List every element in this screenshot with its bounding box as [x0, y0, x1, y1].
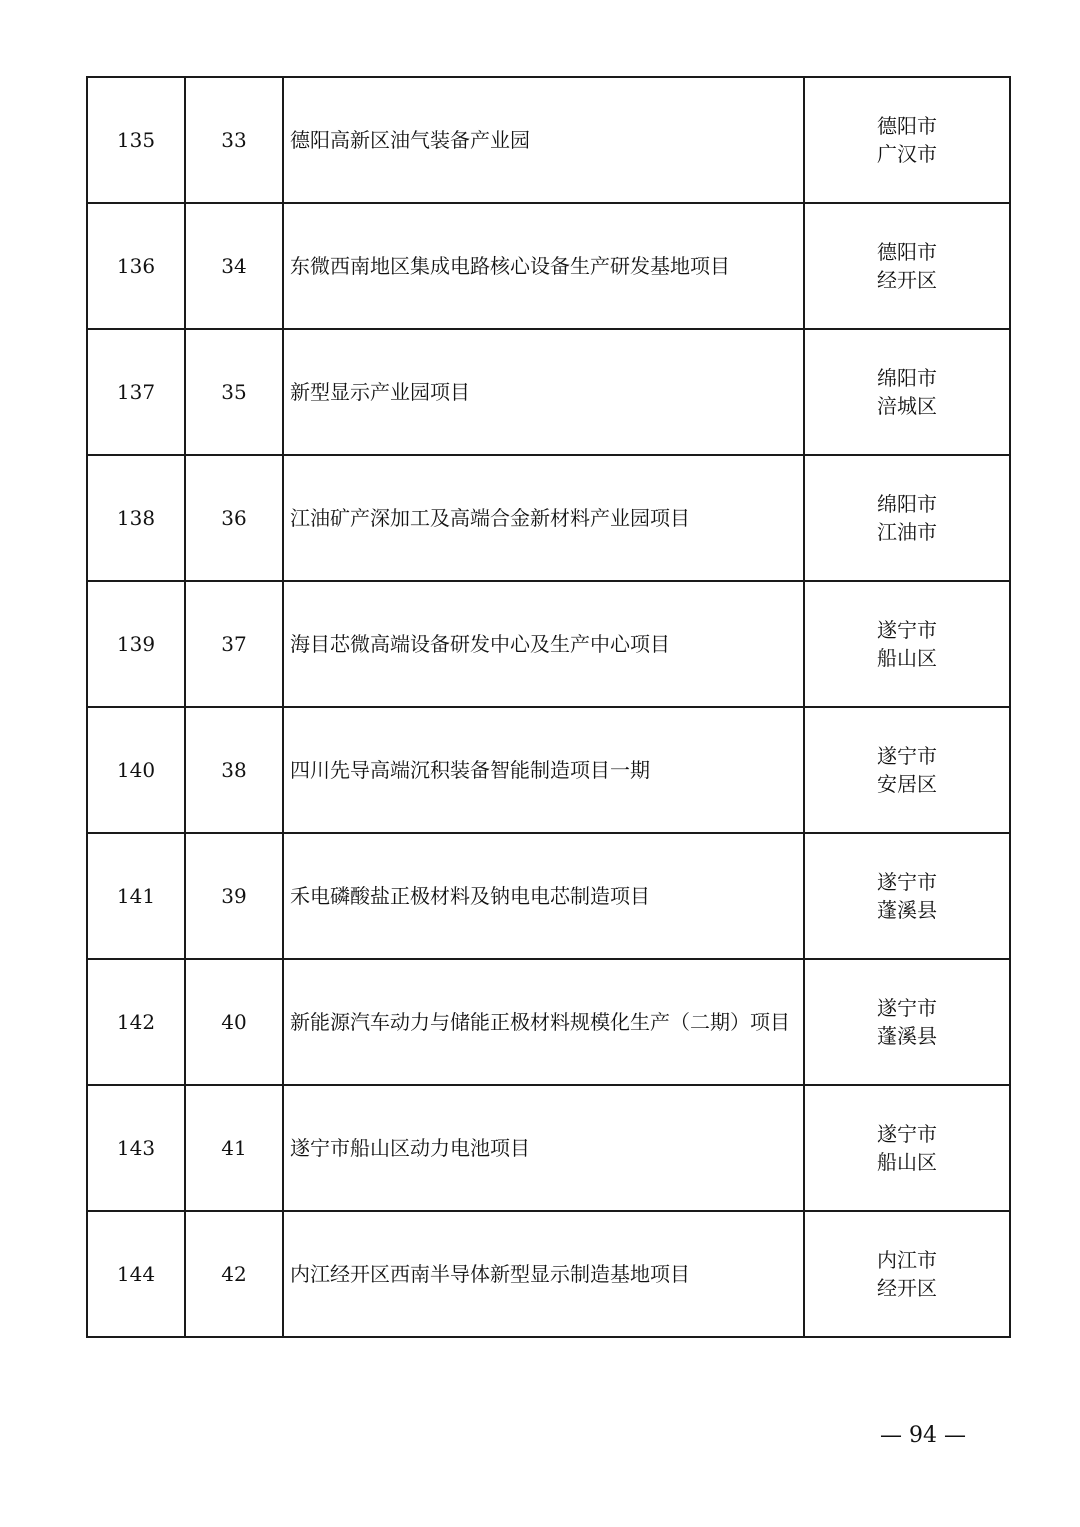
location-cell: [804, 833, 1010, 959]
project-name-cell: 新能源汽车动力与储能正极材料规模化生产（二期）项目: [283, 959, 804, 1085]
location-cell: [804, 581, 1010, 707]
category-number-cell: 42: [185, 1211, 283, 1337]
location-district: 安居区: [877, 772, 937, 796]
sequence-number-cell: 144: [87, 1211, 185, 1337]
location-city: 遂宁市: [877, 618, 937, 642]
table-row: [87, 1085, 1010, 1211]
location-cell: [804, 1211, 1010, 1337]
location-cell: [804, 203, 1010, 329]
project-name-cell: 四川先导高端沉积装备智能制造项目一期: [283, 707, 804, 833]
location-cell: [804, 959, 1010, 1085]
category-number-cell: 34: [185, 203, 283, 329]
category-number-cell: 37: [185, 581, 283, 707]
project-name-cell: 禾电磷酸盐正极材料及钠电电芯制造项目: [283, 833, 804, 959]
location-district: 经开区: [877, 1276, 937, 1300]
location-city: 遂宁市: [877, 996, 937, 1020]
category-number-cell: 35: [185, 329, 283, 455]
sequence-number-cell: 142: [87, 959, 185, 1085]
table-row: [87, 329, 1010, 455]
location-city: 绵阳市: [877, 492, 937, 516]
table-row: [87, 581, 1010, 707]
location-district: 涪城区: [877, 394, 937, 418]
location-district: 蓬溪县: [877, 1024, 937, 1048]
project-name-cell: 德阳高新区油气装备产业园: [283, 77, 804, 203]
project-name-cell: 内江经开区西南半导体新型显示制造基地项目: [283, 1211, 804, 1337]
location-cell: [804, 1085, 1010, 1211]
category-number-cell: 36: [185, 455, 283, 581]
location-city: 绵阳市: [877, 366, 937, 390]
location-district: 船山区: [877, 646, 937, 670]
location-city: 遂宁市: [877, 870, 937, 894]
table-row: [87, 1211, 1010, 1337]
location-city: 德阳市: [877, 240, 937, 264]
sequence-number-cell: 138: [87, 455, 185, 581]
category-number-cell: 40: [185, 959, 283, 1085]
table-row: [87, 959, 1010, 1085]
location-city: 内江市: [877, 1248, 937, 1272]
location-cell: [804, 707, 1010, 833]
sequence-number-cell: 135: [87, 77, 185, 203]
sequence-number-cell: 141: [87, 833, 185, 959]
table-row: [87, 203, 1010, 329]
location-district: 船山区: [877, 1150, 937, 1174]
location-city: 遂宁市: [877, 744, 937, 768]
location-city: 德阳市: [877, 114, 937, 138]
sequence-number-cell: 139: [87, 581, 185, 707]
table-row: [87, 77, 1010, 203]
location-cell: [804, 329, 1010, 455]
category-number-cell: 41: [185, 1085, 283, 1211]
location-city: 遂宁市: [877, 1122, 937, 1146]
table-row: [87, 833, 1010, 959]
project-table: [86, 76, 1011, 1338]
project-name-cell: 遂宁市船山区动力电池项目: [283, 1085, 804, 1211]
category-number-cell: 39: [185, 833, 283, 959]
project-name-cell: 东微西南地区集成电路核心设备生产研发基地项目: [283, 203, 804, 329]
table-row: [87, 707, 1010, 833]
location-cell: [804, 77, 1010, 203]
location-cell: [804, 455, 1010, 581]
project-table-body: [87, 77, 1010, 1337]
project-name-cell: 新型显示产业园项目: [283, 329, 804, 455]
sequence-number-cell: 136: [87, 203, 185, 329]
page-number: — 94 —: [880, 1423, 966, 1448]
project-name-cell: 海目芯微高端设备研发中心及生产中心项目: [283, 581, 804, 707]
category-number-cell: 33: [185, 77, 283, 203]
location-district: 江油市: [877, 520, 937, 544]
location-district: 经开区: [877, 268, 937, 292]
location-district: 广汉市: [877, 142, 937, 166]
table-row: [87, 455, 1010, 581]
sequence-number-cell: 140: [87, 707, 185, 833]
sequence-number-cell: 143: [87, 1085, 185, 1211]
project-name-cell: 江油矿产深加工及高端合金新材料产业园项目: [283, 455, 804, 581]
location-district: 蓬溪县: [877, 898, 937, 922]
category-number-cell: 38: [185, 707, 283, 833]
sequence-number-cell: 137: [87, 329, 185, 455]
